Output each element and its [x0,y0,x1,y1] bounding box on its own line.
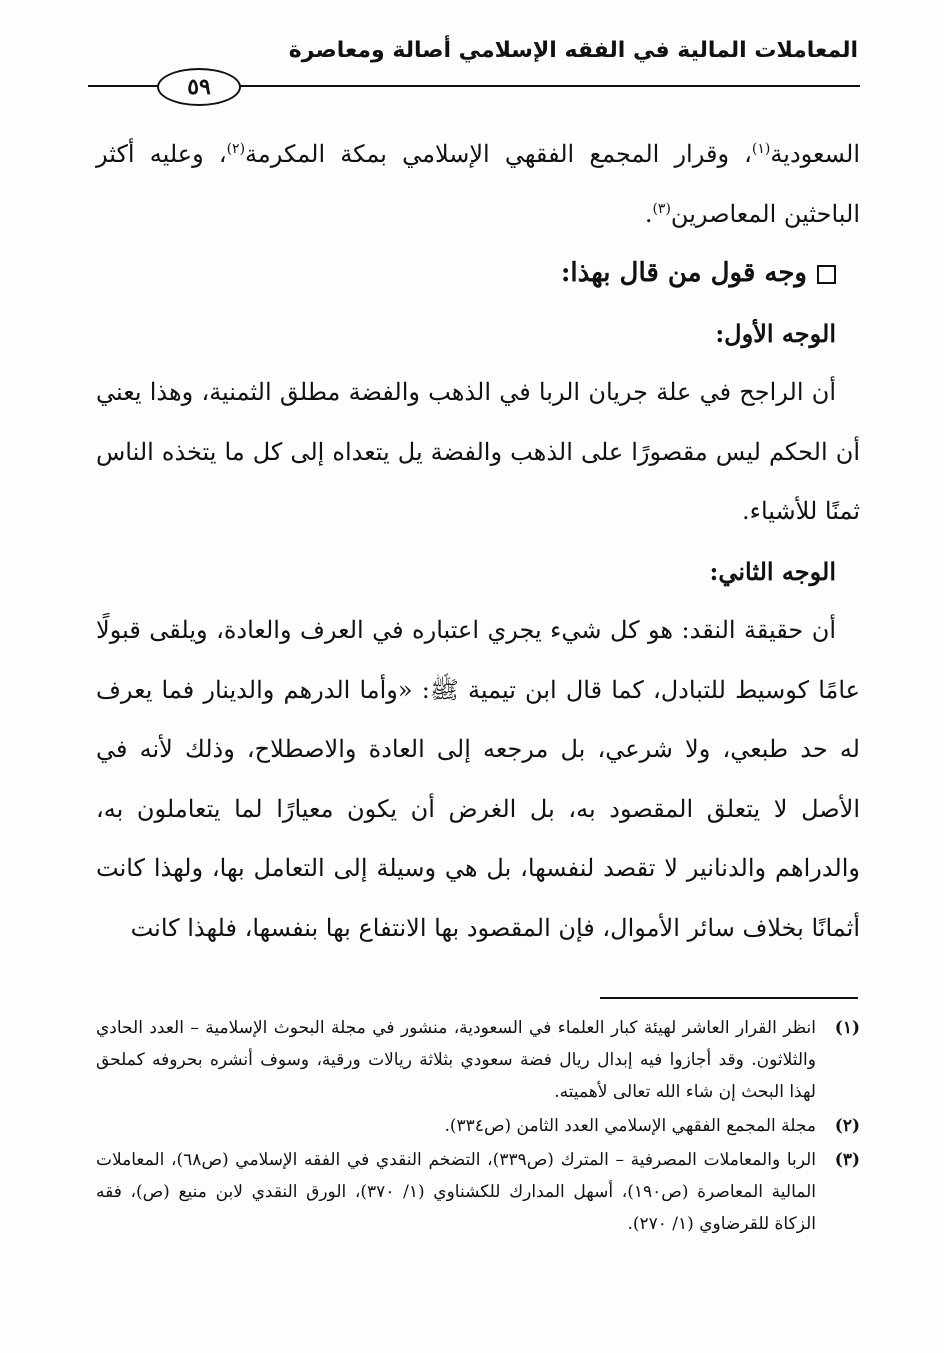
first-aspect-paragraph: أن الراجح في علة جريان الربا في الذهب والفضة مطلق الثمنية، وهذا يعني أن الحكم ليس مقصورًا على الذهب والفضة يل يتعداه إلى كل ما يتخذه الناس ثمنًا للأشياء. [96,378,860,525]
square-bullet-icon [817,265,836,284]
section-heading-text: وجه قول من قال بهذا: [560,258,807,288]
para1-text-2: ، وقرار المجمع الفقهي الإسلامي بمكة المكرمة [245,140,752,168]
main-text [96,125,860,958]
footnote-number: (١) [834,1018,860,1038]
second-aspect-heading: الوجه الثاني: [709,556,836,586]
para1-text-3: ، وعليه أكثر الباحثين المعاصرين [96,140,860,228]
second-aspect-paragraph: أن حقيقة النقد: هو كل شيء يجري اعتباره في العرف والعادة، ويلقى قبولًا عامًا كوسيط للتبادل، كما قال ابن تيمية ﷺ: «وأما الدرهم والدينار فما يعرف له حد طبعي، ولا شرعي، بل مرجعه إلى العادة والاصطلاح، وذلك لأنه في الأصل لا يتعلق المقصود به، بل الغرض أن يكون معيارًا لما يتعاملون به، والدراهم والدنانير لا تقصد لنفسها، بل هي وسيلة إلى التعامل بها، ولهذا كانت أثمانًا بخلاف سائر الأموال، فإن المقصود بها الانتفاع بها بنفسها، فلهذا كانت [96,616,860,942]
footnote-ref-1: (١) [751,141,771,157]
paragraph-intro [96,125,860,244]
footnote-separator [600,997,858,999]
footnote-ref-2: (٢) [226,141,246,157]
footnote-text: انظر القرار العاشر لهيئة كبار العلماء في السعودية، منشور في مجلة البحوث الإسلامية – العدد الحادي والثلاثون. وقد أجازوا فيه إبدال ريال فضة سعودي بثلاثة ريالات ورقية، وسوف أنشره بحروفه كملحق لهذا البحث إن شاء الله تعالى لأهميته. [96,1018,816,1102]
page-number-badge: ٥٩ [157,68,241,106]
footnote-2 [96,1110,860,1142]
running-header-title: المعاملات المالية في الفقه الإسلامي أصالة ومعاصرة [288,38,858,63]
footnote-3 [96,1144,860,1240]
footnote-number: (٣) [834,1150,860,1170]
footnote-1 [96,1012,860,1108]
footnote-text: الربا والمعاملات المصرفية – المترك (ص٣٣٩)، التضخم النقدي في الفقه الإسلامي (ص٦٨)، المعاملات المالية المعاصرة (ص١٩٠)، أسهل المدارك للكشناوي (١/ ٣٧٠)، الورق النقدي لابن منيع (ص)، فقه الزكاة للقرضاوي (١/ ٢٧٠). [96,1150,817,1234]
footnote-text: مجلة المجمع الفقهي الإسلامي العدد الثامن (ص٣٣٤). [444,1116,816,1136]
para1-text-4: . [644,199,653,228]
section-heading [96,244,860,304]
first-aspect-heading: الوجه الأول: [715,318,836,348]
footnote-ref-3: (٣) [652,200,671,217]
footnotes [96,1012,860,1242]
footnote-number: (٢) [834,1116,860,1136]
para1-text-1: السعودية [770,140,860,168]
